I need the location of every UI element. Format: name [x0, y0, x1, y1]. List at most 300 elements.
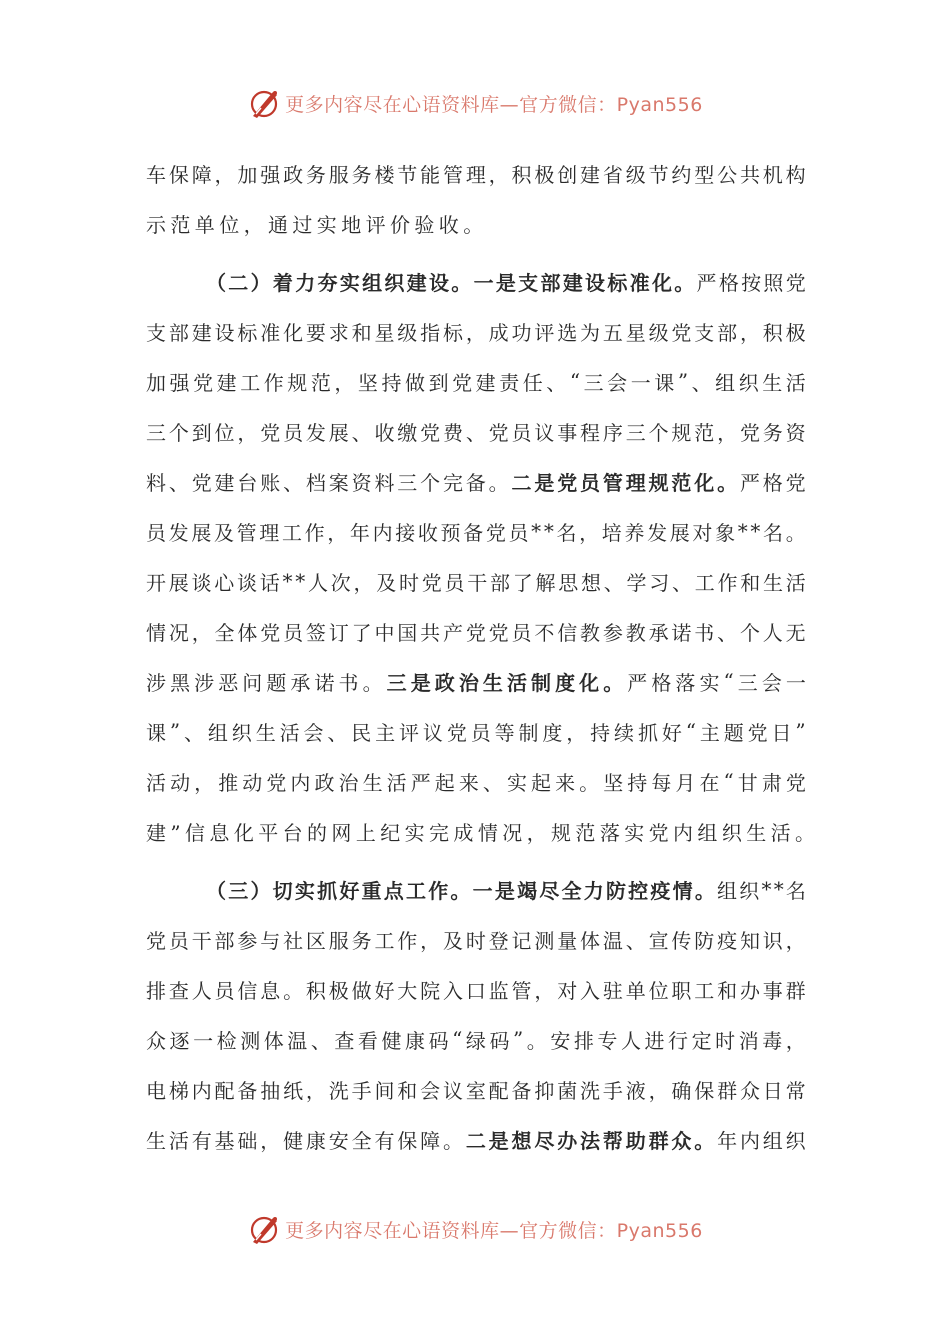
- text-char: 党: [260, 620, 281, 645]
- text-char: 间: [374, 1078, 395, 1103]
- text-char: 内: [372, 520, 393, 545]
- text-char: 障: [420, 1128, 441, 1153]
- text-char: 测: [240, 1028, 261, 1053]
- text-char: 国: [397, 620, 418, 645]
- text-char: 码: [489, 1028, 510, 1053]
- text-char: 和: [351, 320, 372, 345]
- text-char: 是: [410, 670, 431, 695]
- text-line: [146, 656, 806, 706]
- text-char: 评: [399, 720, 420, 745]
- text-char: 保: [397, 1128, 418, 1153]
- paragraph: [146, 256, 820, 856]
- text-char: 责: [499, 370, 520, 395]
- text-char: 体: [263, 1028, 284, 1053]
- text-char: 党: [266, 770, 287, 795]
- text-char: 发: [168, 520, 189, 545]
- text-char: 级: [648, 320, 669, 345]
- text-char: 要: [305, 320, 326, 345]
- text-char: 党: [485, 520, 506, 545]
- text-char: 党: [446, 720, 467, 745]
- text-char: 、: [625, 928, 646, 953]
- text-char: 主: [699, 720, 720, 745]
- text-line: [146, 914, 806, 964]
- text-char: 菌: [557, 1078, 578, 1103]
- text-char: 心: [214, 570, 235, 595]
- text-char: 防: [694, 928, 715, 953]
- text-char: 对: [557, 978, 578, 1003]
- text-char: 解: [535, 570, 556, 595]
- paragraph-gap: [146, 248, 806, 256]
- text-char: 情: [672, 878, 693, 903]
- text-char: 化: [694, 470, 715, 495]
- text-char: 强: [260, 162, 281, 187]
- text-char: ，: [260, 1128, 281, 1153]
- text-char: 预: [440, 520, 461, 545]
- text-char: 极: [534, 162, 555, 187]
- text-line: [146, 148, 806, 198]
- paragraph: [146, 148, 806, 248]
- text-char: 问: [242, 670, 263, 695]
- text-char: 成: [488, 320, 509, 345]
- text-char: 节: [648, 162, 669, 187]
- text-char: 三: [625, 420, 646, 445]
- text-char: 程: [580, 420, 601, 445]
- text-char: 众: [671, 1128, 692, 1153]
- text-char: 积: [762, 320, 783, 345]
- footer-banner: [0, 1207, 950, 1251]
- text-char: *: [282, 569, 293, 593]
- text-char: *: [531, 519, 542, 543]
- text-char: 全: [214, 620, 235, 645]
- text-char: 严: [739, 470, 760, 495]
- text-char: 活: [168, 1128, 189, 1153]
- text-char: 障: [191, 162, 212, 187]
- text-char: 活: [785, 370, 806, 395]
- text-char: 员: [214, 978, 235, 1003]
- text-char: 党: [146, 928, 166, 953]
- text-char: 定: [691, 1028, 712, 1053]
- text-char: 管: [602, 470, 623, 495]
- text-char: 员: [580, 470, 601, 495]
- text-char: 抽: [260, 1078, 281, 1103]
- text-char: 建: [562, 270, 583, 295]
- text-char: 年: [717, 1128, 738, 1153]
- text-char: 车: [146, 162, 166, 187]
- text-char: 度: [555, 670, 576, 695]
- text-char: 涉: [146, 670, 166, 695]
- text-char: 。: [450, 878, 471, 903]
- text-char: 备: [463, 520, 484, 545]
- text-char: 个: [648, 420, 669, 445]
- text-char: 人: [191, 978, 212, 1003]
- text-char: 参: [237, 928, 258, 953]
- text-char: 极: [328, 978, 349, 1003]
- text-char: ，: [353, 570, 374, 595]
- text-char: 化: [579, 670, 600, 695]
- text-char: ，: [739, 320, 760, 345]
- text-char: 是: [495, 270, 516, 295]
- text-char: 个: [739, 620, 760, 645]
- text-line: [146, 964, 806, 1014]
- text-char: 极: [785, 320, 806, 345]
- text-char: 思: [558, 570, 579, 595]
- text-char: 生: [762, 370, 783, 395]
- text-char: 职: [671, 978, 692, 1003]
- text-char: 码: [428, 1028, 449, 1053]
- text-char: 准: [629, 270, 650, 295]
- text-char: 建: [191, 320, 212, 345]
- text-char: 到: [191, 420, 212, 445]
- text-char: 范: [694, 420, 715, 445]
- text-char: 范: [310, 370, 331, 395]
- text-char: 甘: [737, 770, 758, 795]
- text-char: 书: [694, 620, 715, 645]
- text-char: 三: [386, 670, 407, 695]
- text-char: 三: [397, 470, 418, 495]
- text-char: 生: [146, 1128, 166, 1153]
- text-char: 持: [627, 770, 648, 795]
- text-line: [146, 756, 806, 806]
- text-char: 三: [737, 670, 758, 695]
- text-char: 洗: [328, 1078, 349, 1103]
- text-char: 。: [785, 520, 806, 545]
- text-char: 时: [715, 1028, 736, 1053]
- text-char: 资: [351, 470, 372, 495]
- text-char: 、: [168, 470, 189, 495]
- text-char: 强: [169, 370, 190, 395]
- text-char: 配: [214, 1078, 235, 1103]
- text-char: 人: [620, 1028, 641, 1053]
- text-line: [146, 556, 806, 606]
- text-char: 设: [214, 320, 235, 345]
- text-char: 主: [375, 720, 396, 745]
- text-char: 量: [557, 928, 578, 953]
- pen-emblem-logo: [247, 86, 281, 120]
- text-char: 群: [785, 978, 806, 1003]
- text-char: 共: [420, 620, 441, 645]
- paragraph-gap: [146, 856, 806, 864]
- text-char: 支: [146, 320, 166, 345]
- text-char: 帮: [602, 1128, 623, 1153]
- text-char: 严: [627, 670, 648, 695]
- text-char: 法: [580, 1128, 601, 1153]
- text-char: 制: [531, 670, 551, 695]
- text-char: 夯: [317, 270, 338, 295]
- paragraph: [146, 864, 806, 1164]
- text-char: 组: [715, 370, 736, 395]
- text-char: 理: [259, 520, 280, 545]
- text-line: [146, 806, 820, 856]
- text-char: 众: [739, 1078, 760, 1103]
- text-char: 档: [305, 470, 326, 495]
- text-char: 任: [522, 370, 543, 395]
- text-char: 党: [420, 420, 441, 445]
- text-char: 传: [671, 928, 692, 953]
- text-char: 健: [283, 1128, 304, 1153]
- text-char: 楼: [374, 162, 395, 187]
- text-char: 宣: [648, 928, 669, 953]
- text-char: 备: [237, 1078, 258, 1103]
- text-char: 着: [272, 270, 293, 295]
- text-line: [146, 306, 806, 356]
- text-char: 三: [146, 420, 166, 445]
- text-char: 温: [287, 1028, 308, 1053]
- text-line: [146, 706, 806, 756]
- text-char: 务: [762, 420, 783, 445]
- text-char: 入: [580, 978, 601, 1003]
- text-char: 支: [518, 270, 539, 295]
- text-char: 体: [237, 620, 258, 645]
- text-char: 议: [422, 720, 443, 745]
- text-char: “: [685, 719, 696, 743]
- text-char: 保: [694, 1078, 715, 1103]
- text-char: 党: [557, 470, 578, 495]
- text-char: 电: [146, 1078, 166, 1103]
- text-char: 一: [630, 370, 651, 395]
- text-char: 控: [628, 878, 649, 903]
- text-char: 严: [696, 270, 717, 295]
- text-char: 康: [305, 1128, 326, 1153]
- text-line: [146, 1064, 806, 1114]
- text-char: 众: [146, 1028, 166, 1053]
- text-char: 规: [648, 470, 669, 495]
- text-char: 收: [417, 520, 438, 545]
- text-char: *: [750, 519, 761, 543]
- text-char: 力: [583, 878, 604, 903]
- text-char: 度: [542, 720, 563, 745]
- text-char: 监: [488, 978, 509, 1003]
- text-char: *: [737, 519, 748, 543]
- text-char: 一: [193, 1028, 214, 1053]
- text-char: 坚: [357, 370, 378, 395]
- text-char: 助: [625, 1128, 646, 1153]
- header-banner: [0, 81, 950, 125]
- text-char: 绿: [465, 1028, 486, 1053]
- text-char: 接: [395, 520, 416, 545]
- text-char: 内: [290, 770, 311, 795]
- text-char: 、: [603, 570, 624, 595]
- text-char: 无: [785, 620, 806, 645]
- text-char: ，: [785, 1028, 806, 1053]
- text-char: 积: [511, 162, 532, 187]
- text-char: ，: [648, 1078, 669, 1103]
- text-char: 是: [534, 470, 555, 495]
- text-char: 工: [374, 928, 395, 953]
- text-char: 工: [240, 370, 261, 395]
- text-char: 严: [410, 770, 431, 795]
- text-char: 料: [146, 470, 166, 495]
- text-char: 建: [214, 470, 235, 495]
- text-char: 、: [546, 370, 567, 395]
- text-char: 起: [531, 770, 551, 795]
- text-char: 作: [263, 370, 284, 395]
- text-char: 理: [465, 162, 486, 187]
- text-char: 按: [741, 270, 762, 295]
- text-char: ，: [194, 770, 215, 795]
- text-char: 持: [590, 720, 611, 745]
- text-char: 政: [314, 770, 335, 795]
- text-char: 群: [717, 1078, 738, 1103]
- text-char: 机: [762, 162, 783, 187]
- text-char: （: [206, 270, 226, 295]
- text-char: 识: [762, 928, 783, 953]
- text-line: [146, 406, 806, 456]
- text-char: 准: [260, 320, 281, 345]
- text-char: 有: [191, 1128, 212, 1153]
- text-char: 部: [168, 320, 189, 345]
- text-char: 。: [674, 270, 695, 295]
- text-char: ，: [305, 1078, 326, 1103]
- text-char: ）: [250, 270, 271, 295]
- text-char: 三: [228, 878, 249, 903]
- text-char: ，: [566, 720, 587, 745]
- text-char: 群: [648, 1128, 669, 1153]
- text-char: 织: [231, 720, 252, 745]
- text-line: [146, 864, 806, 914]
- text-char: 谈: [191, 570, 212, 595]
- text-char: 作: [428, 878, 449, 903]
- text-char: 能: [420, 162, 441, 187]
- text-char: ，: [534, 978, 555, 1003]
- text-char: 、: [351, 420, 372, 445]
- text-char: 化: [651, 270, 672, 295]
- text-char: 。: [362, 670, 383, 695]
- text-char: 治: [338, 770, 359, 795]
- text-char: 人: [762, 620, 783, 645]
- text-char: 构: [785, 162, 806, 187]
- text-char: 台: [237, 470, 258, 495]
- text-char: 单: [625, 978, 646, 1003]
- text-char: 料: [374, 470, 395, 495]
- text-char: 活: [146, 770, 166, 795]
- text-char: 况: [168, 620, 189, 645]
- text-char: 安: [550, 1028, 571, 1053]
- text-char: 逐: [169, 1028, 190, 1053]
- text-char: *: [543, 519, 554, 543]
- text-char: 规: [287, 370, 308, 395]
- text-char: 排: [146, 978, 166, 1003]
- text-char: 党: [747, 720, 768, 745]
- text-char: 二: [465, 1128, 486, 1153]
- text-char: 务: [305, 162, 326, 187]
- text-char: 员: [511, 420, 532, 445]
- text-char: 教: [625, 620, 646, 645]
- text-char: 发: [305, 420, 326, 445]
- text-char: 重: [361, 878, 382, 903]
- text-char: 承: [290, 670, 311, 695]
- text-char: *: [761, 877, 772, 901]
- text-char: 星: [374, 320, 395, 345]
- text-char: 社: [283, 928, 304, 953]
- text-char: 康: [405, 1028, 426, 1053]
- text-char: 展: [191, 520, 212, 545]
- text-char: 每: [651, 770, 672, 795]
- text-char: 尽: [534, 1128, 555, 1153]
- text-char: 会: [420, 1078, 441, 1103]
- text-char: 题: [723, 720, 744, 745]
- text-char: 记: [511, 928, 532, 953]
- text-char: 党: [421, 570, 442, 595]
- text-char: 展: [328, 420, 349, 445]
- text-char: ，: [488, 162, 509, 187]
- text-char: 一: [473, 270, 494, 295]
- text-char: 设: [585, 270, 606, 295]
- text-line: [146, 506, 806, 556]
- text-char: 员: [470, 720, 491, 745]
- text-char: 课: [654, 370, 675, 395]
- text-char: 次: [330, 570, 351, 595]
- text-char: 力: [295, 270, 316, 295]
- text-line: [146, 606, 806, 656]
- text-char: 理: [625, 470, 646, 495]
- text-char: 展: [168, 570, 189, 595]
- text-char: 排: [573, 1028, 594, 1053]
- text-char: 。: [488, 470, 509, 495]
- text-char: 础: [237, 1128, 258, 1153]
- text-char: 与: [260, 928, 281, 953]
- text-char: 会: [607, 370, 628, 395]
- text-char: 起: [434, 770, 455, 795]
- text-char: 、: [310, 1028, 331, 1053]
- text-char: 时: [399, 570, 419, 595]
- footer-banner-text: 更多内容尽在心语资料库—官方微信：Pyan556: [285, 1219, 703, 1242]
- text-char: 象: [715, 520, 736, 545]
- text-char: 了: [512, 570, 533, 595]
- text-char: 发: [647, 520, 668, 545]
- text-char: 完: [442, 470, 463, 495]
- text-char: 推: [218, 770, 239, 795]
- text-char: 、: [482, 770, 503, 795]
- text-char: 实: [339, 270, 360, 295]
- text-char: 党: [739, 420, 760, 445]
- text-char: 防: [605, 878, 626, 903]
- text-char: 落: [675, 670, 696, 695]
- text-char: 政: [434, 670, 455, 695]
- text-char: 实: [506, 770, 527, 795]
- text-char: 党: [465, 620, 486, 645]
- text-char: 不: [534, 620, 555, 645]
- text-char: 活: [785, 570, 806, 595]
- text-char: 。: [283, 978, 304, 1003]
- text-char: “: [723, 769, 734, 793]
- text-char: 题: [266, 670, 287, 695]
- text-char: 服: [328, 162, 349, 187]
- text-char: 进: [644, 1028, 665, 1053]
- text-char: 格: [718, 270, 739, 295]
- text-char: 手: [351, 1078, 372, 1103]
- text-char: 功: [511, 320, 532, 345]
- text-char: 费: [442, 420, 463, 445]
- text-char: 、: [691, 370, 712, 395]
- text-char: 节: [397, 162, 418, 187]
- text-char: 生: [482, 670, 503, 695]
- text-char: 内: [739, 1128, 760, 1153]
- text-char: 设: [428, 270, 449, 295]
- text-char: 信: [237, 978, 258, 1003]
- text-char: 动: [242, 770, 263, 795]
- text-char: 全: [351, 1128, 372, 1153]
- text-char: 常: [785, 1078, 806, 1103]
- text-char: ，: [785, 928, 806, 953]
- text-char: 星: [625, 320, 646, 345]
- text-char: 员: [146, 520, 166, 545]
- text-char: 及: [213, 520, 234, 545]
- text-char: 活: [279, 720, 300, 745]
- text-char: 账: [260, 470, 281, 495]
- text-char: 组: [207, 720, 228, 745]
- text-char: 议: [534, 420, 555, 445]
- text-char: 标: [607, 270, 628, 295]
